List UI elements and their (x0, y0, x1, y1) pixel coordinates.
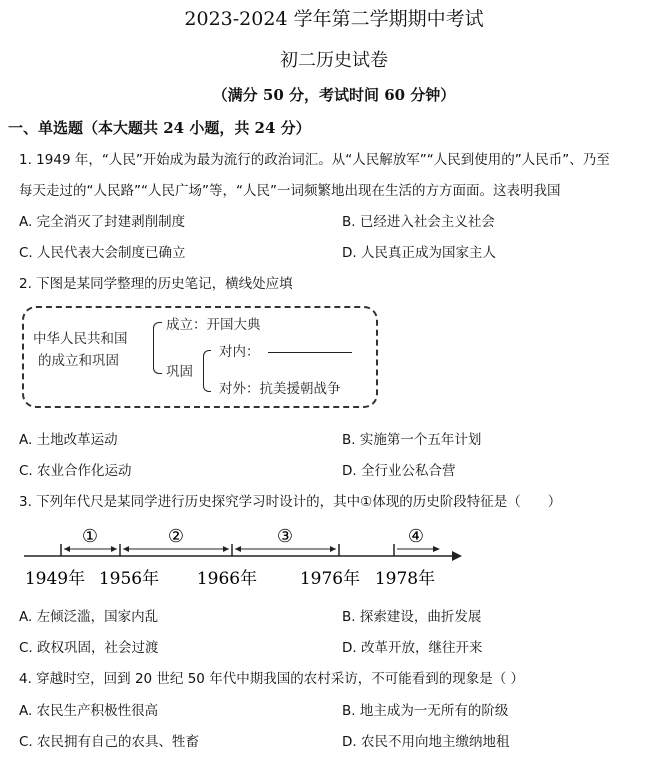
note-root-line2: 的成立和巩固 (38, 353, 119, 369)
q4-option-c: C. 农民拥有自己的农具、牲畜 (19, 734, 200, 750)
note-founding: 成立：开国大典 (166, 317, 261, 333)
q2-option-d: D. 全行业公私合营 (342, 463, 456, 479)
q2-option-a: A. 土地改革运动 (19, 432, 118, 448)
timeline-ruler (0, 518, 480, 596)
note-consolidate: 巩固 (166, 364, 193, 380)
q3-option-a: A. 左倾泛滥，国家内乱 (19, 609, 159, 625)
period-label-2: ② (167, 526, 185, 547)
q3-option-b: B. 探索建设，曲折发展 (342, 609, 482, 625)
q1-stem-line2: 每天走过的“人民路”“人民广场”等，“人民”一词频繁地出现在生活的方方面面。这表明我国 (19, 183, 561, 199)
note-external: 对外：抗美援朝战争 (219, 381, 341, 397)
exam-note: （满分 50 分，考试时间 60 分钟） (212, 86, 456, 104)
year-label-1949: 1949年 (24, 569, 86, 589)
q1-option-d: D. 人民真正成为国家主人 (342, 245, 496, 261)
period-label-1: ① (81, 526, 99, 547)
section-title: 一、单选题（本大题共 24 小题，共 24 分） (8, 119, 311, 137)
note-root-line1: 中华人民共和国 (33, 331, 128, 347)
q4-option-b: B. 地主成为一无所有的阶级 (342, 703, 509, 719)
q4-stem: 4. 穿越时空，回到 20 世纪 50 年代中期我国的农村采访，不可能看到的现象是（ ） (19, 671, 524, 687)
note-internal: 对内： (219, 344, 260, 360)
year-label-1976: 1976年 (299, 569, 361, 589)
timeline-axis-arrow (452, 551, 462, 561)
year-label-1956: 1956年 (98, 569, 160, 589)
exam-subtitle: 初二历史试卷 (280, 50, 388, 71)
q1-stem-line1: 1. 1949 年，“人民”开始成为最为流行的政治词汇。从“人民解放军”“人民到使用的”人民币”、乃至 (19, 152, 610, 168)
period-label-3: ③ (276, 526, 294, 547)
q3-option-c: C. 政权巩固，社会过渡 (19, 640, 159, 656)
year-label-1966: 1966年 (196, 569, 258, 589)
q1-option-a: A. 完全消灭了封建剥削制度 (19, 214, 186, 230)
period-label-4: ④ (407, 526, 425, 547)
q2-stem: 2. 下图是某同学整理的历史笔记，横线处应填 (19, 276, 293, 292)
note-blank-line (268, 352, 352, 353)
note-brace-main (153, 322, 162, 374)
q4-option-d: D. 农民不用向地主缴纳地租 (342, 734, 510, 750)
q1-option-c: C. 人民代表大会制度已确立 (19, 245, 186, 261)
q4-option-a: A. 农民生产积极性很高 (19, 703, 159, 719)
q1-option-b: B. 已经进入社会主义社会 (342, 214, 495, 230)
q2-option-b: B. 实施第一个五年计划 (342, 432, 482, 448)
exam-title: 2023-2024 学年第二学期期中考试 (184, 8, 484, 30)
note-brace-sub (203, 350, 211, 392)
q2-option-c: C. 农业合作化运动 (19, 463, 132, 479)
q3-stem: 3. 下列年代尺是某同学进行历史探究学习时设计的，其中①体现的历史阶段特征是（ ） (19, 494, 562, 510)
year-label-1978: 1978年 (374, 569, 436, 589)
q3-option-d: D. 改革开放，继往开来 (342, 640, 483, 656)
